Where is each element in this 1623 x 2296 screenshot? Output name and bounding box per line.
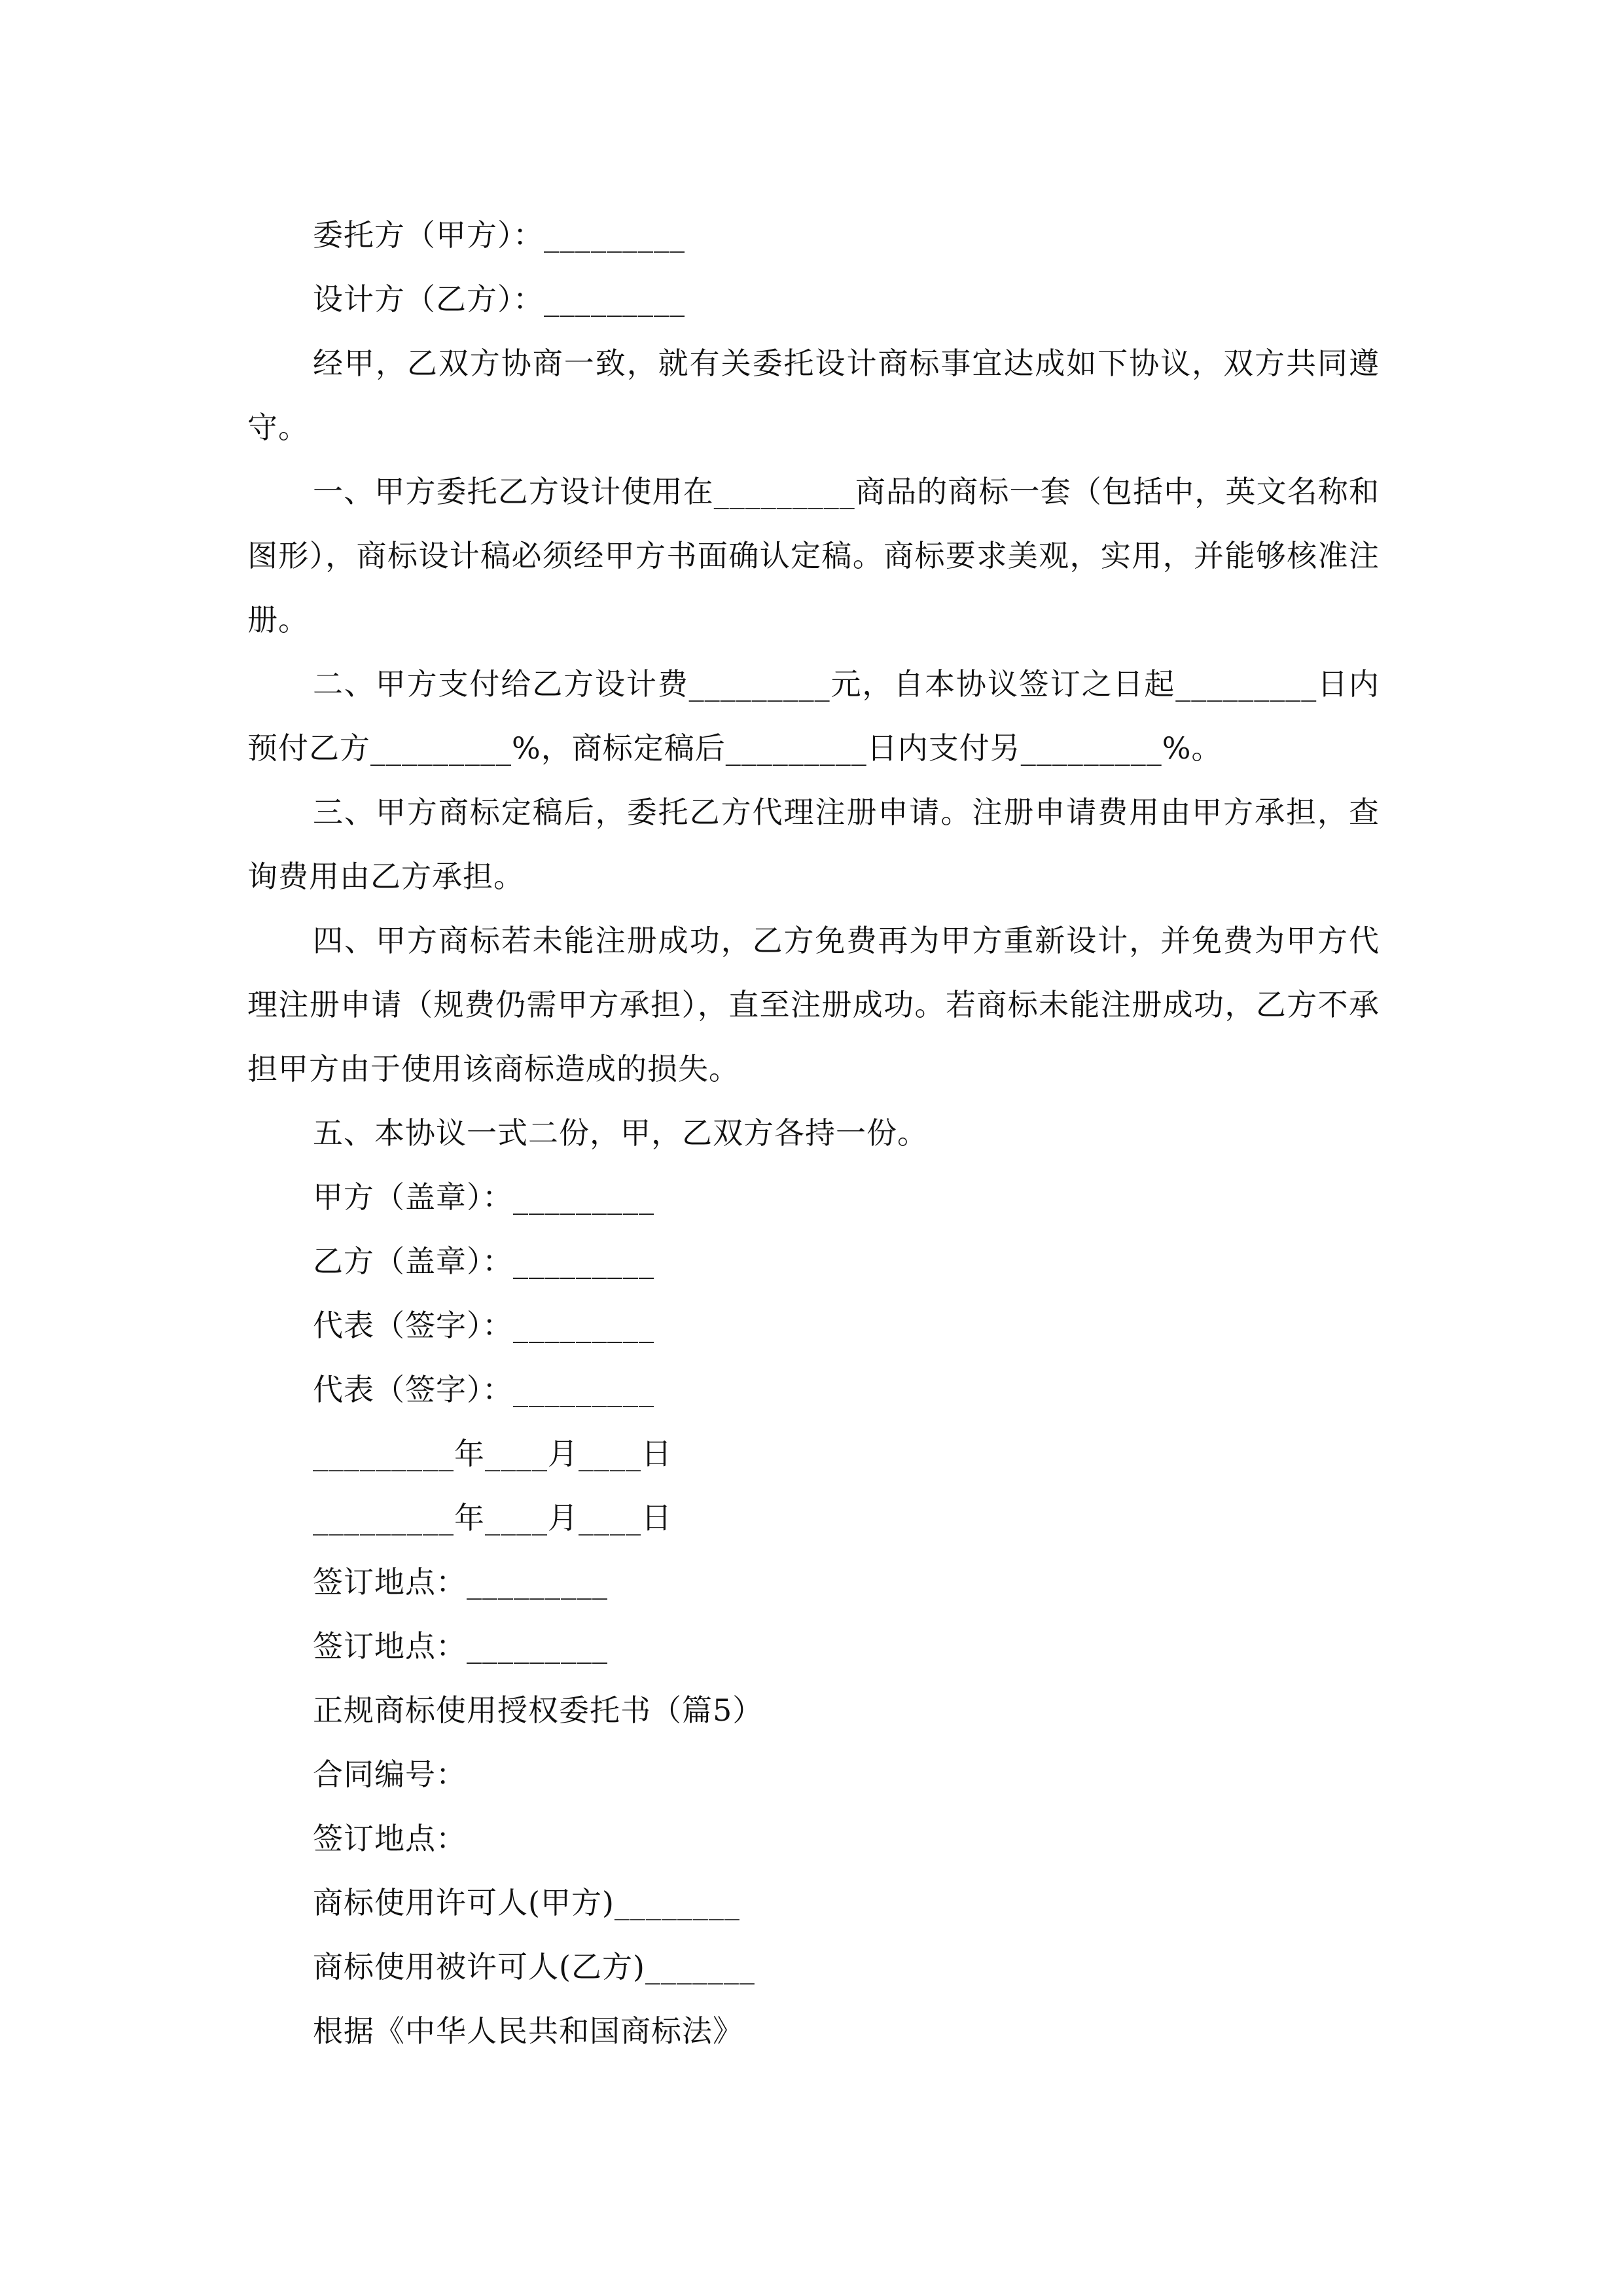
document-body	[247, 203, 1380, 2063]
paragraph-clause-2: 二、甲方支付给乙方设计费_________元，自本协议签订之日起_________日内预付乙方_________%，商标定稿后_________日内支付另_________%。	[247, 666, 1380, 766]
contract-number: 合同编号：	[313, 1757, 467, 1792]
licensee-line: 商标使用被许可人(乙方)_______	[313, 1949, 755, 1984]
paragraph-clause-1: 一、甲方委托乙方设计使用在_________商品的商标一套（包括中，英文名称和图形），商标设计稿必须经甲方书面确认定稿。商标要求美观，实用，并能够核准注册。	[247, 474, 1380, 637]
paragraph-clause-4: 四、甲方商标若未能注册成功，乙方免费再为甲方重新设计，并免费为甲方代理注册申请（规费仍需甲方承担），直至注册成功。若商标未能注册成功，乙方不承担甲方由于使用该商标造成的损失。	[247, 923, 1380, 1086]
section-title: 正规商标使用授权委托书（篇5）	[313, 1693, 764, 1728]
signing-place-3: 签订地点：	[313, 1821, 467, 1856]
paragraph-clause-3: 三、甲方商标定稿后，委托乙方代理注册申请。注册申请费用由甲方承担，查询费用由乙方承担。	[247, 795, 1380, 894]
date-line-1: _________年____月____日	[313, 1436, 672, 1471]
licensor-line: 商标使用许可人(甲方)________	[313, 1885, 740, 1920]
signing-place-1: 签订地点：_________	[313, 1564, 608, 1600]
signature-party-a-seal: 甲方（盖章）：_________	[313, 1179, 654, 1215]
signing-place-2: 签订地点：_________	[313, 1628, 608, 1664]
paragraph-client: 委托方（甲方）：_________	[313, 217, 685, 253]
paragraph-preamble: 经甲，乙双方协商一致，就有关委托设计商标事宜达成如下协议，双方共同遵守。	[247, 346, 1380, 445]
legal-basis-line: 根据《中华人民共和国商标法》	[313, 2013, 743, 2049]
signature-representative-1: 代表（签字）：_________	[313, 1308, 654, 1343]
paragraph-designer: 设计方（乙方）：_________	[313, 281, 685, 317]
paragraph-clause-5: 五、本协议一式二份，甲，乙双方各持一份。	[313, 1115, 928, 1151]
signature-representative-2: 代表（签字）：_________	[313, 1372, 654, 1407]
signature-party-b-seal: 乙方（盖章）：_________	[313, 1244, 654, 1279]
date-line-2: _________年____月____日	[313, 1500, 672, 1535]
